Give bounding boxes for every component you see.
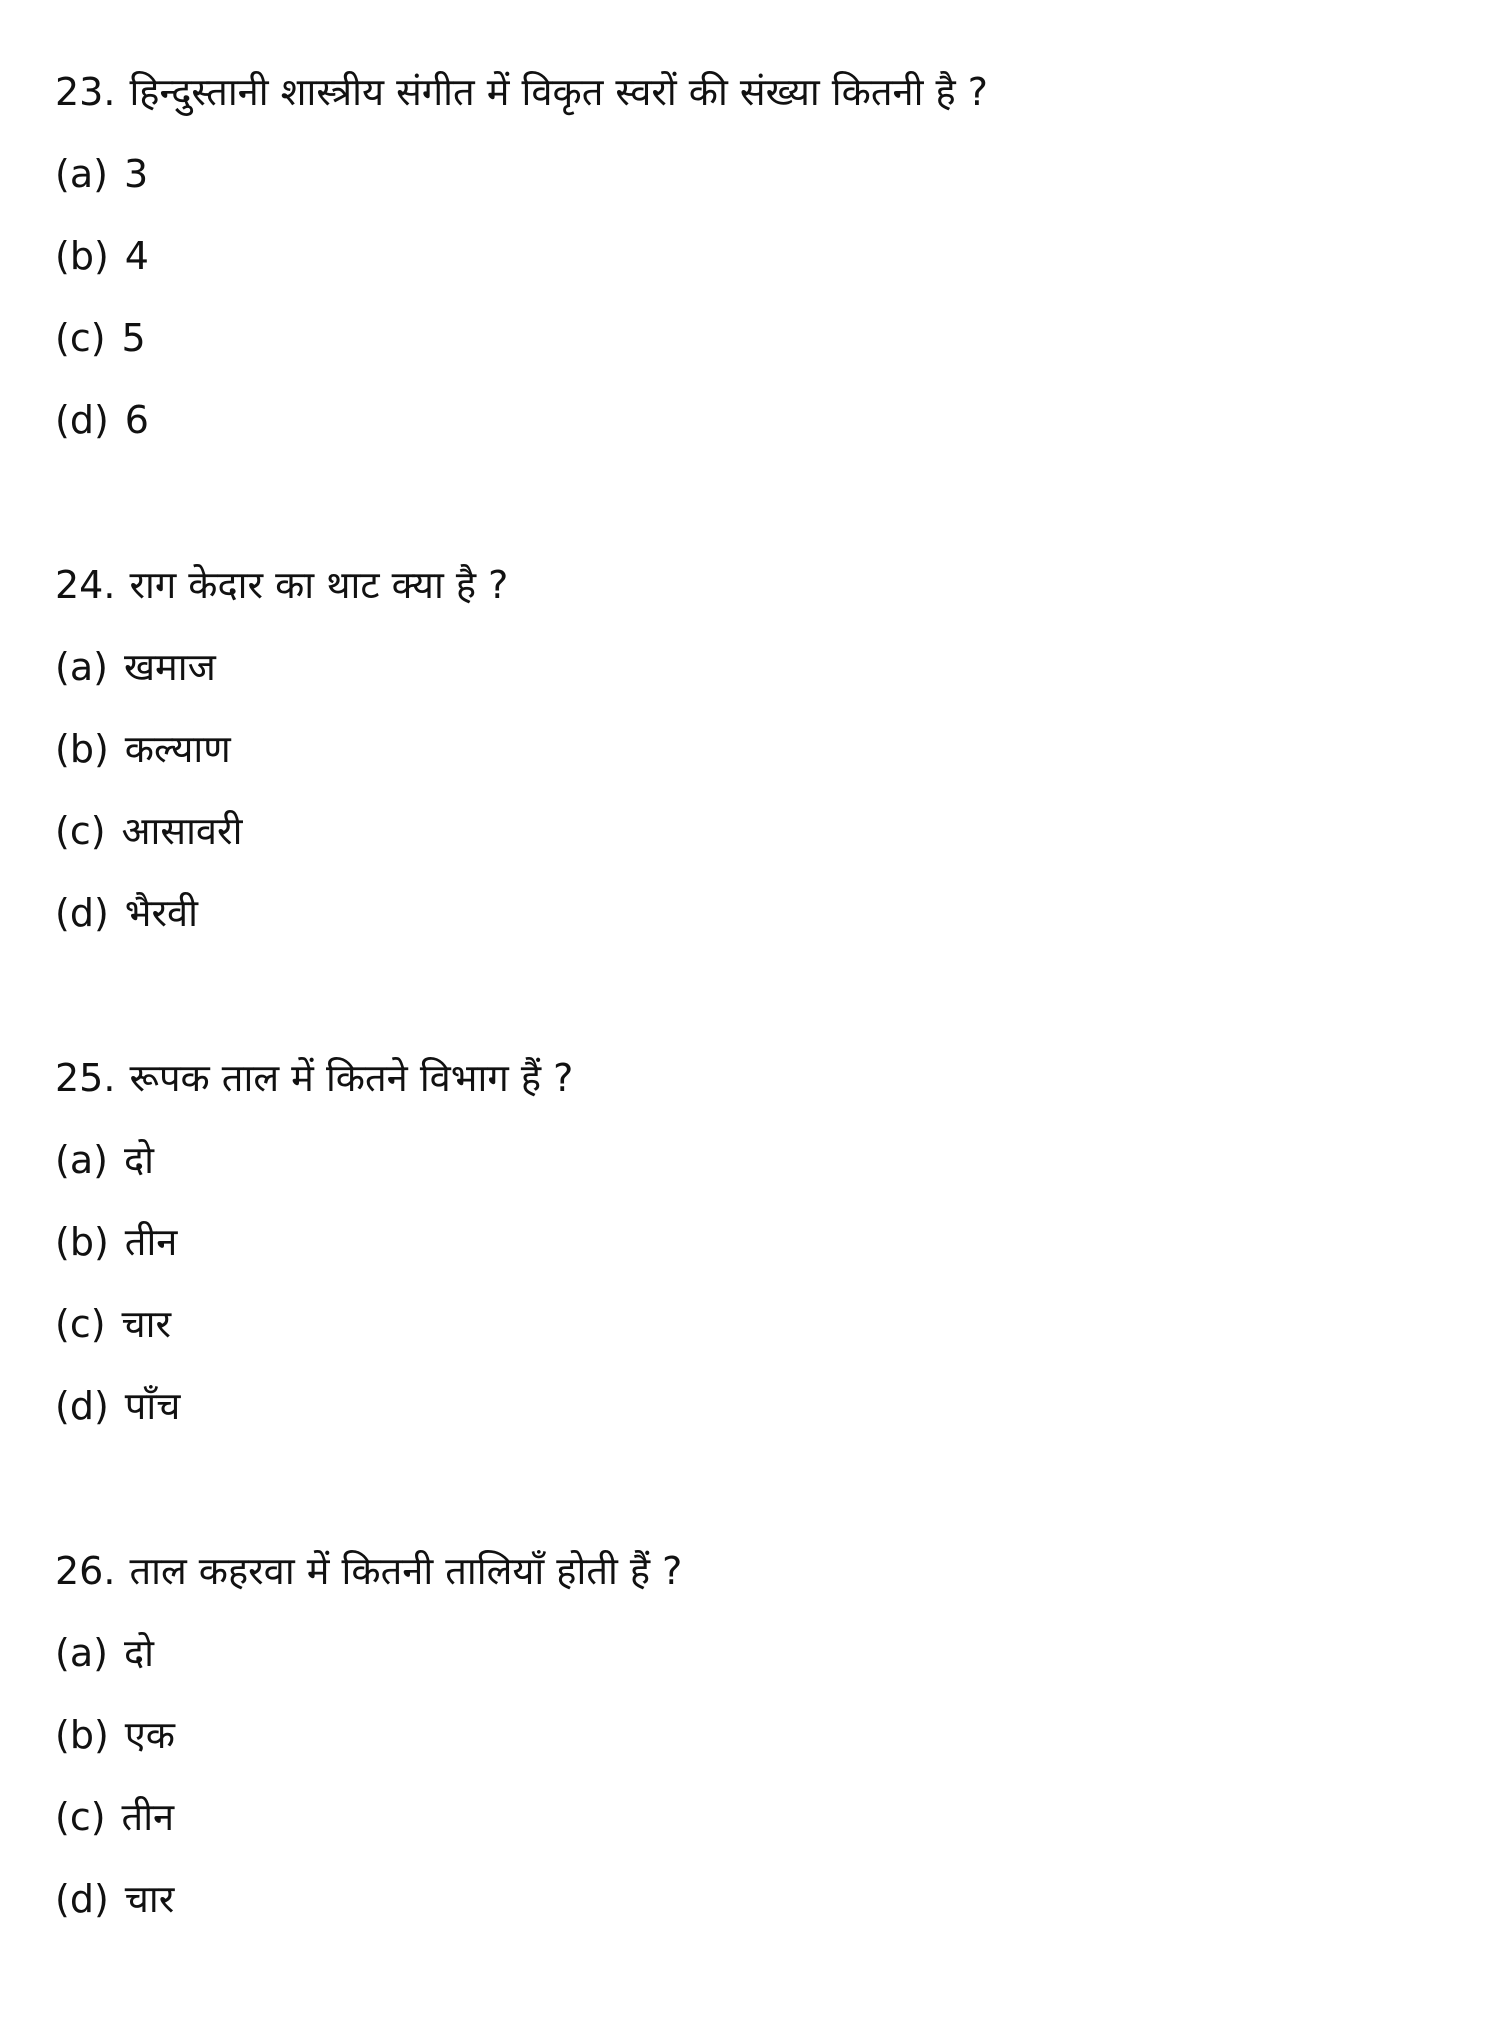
option-text: आसावरी	[121, 809, 243, 853]
option-label: (b)	[55, 1713, 109, 1757]
option-b	[55, 232, 1455, 280]
option-text: दो	[123, 1631, 154, 1675]
question-text: ताल कहरवा में कितनी तालियाँ होती हैं ?	[129, 1549, 683, 1593]
option-text: एक	[124, 1713, 175, 1757]
question-text-line	[55, 68, 1455, 116]
option-label: (d)	[55, 1877, 109, 1921]
question-26	[55, 1547, 1455, 2040]
option-d	[55, 396, 1455, 444]
option-label: (c)	[55, 1795, 106, 1839]
question-text-line	[55, 1054, 1455, 1102]
option-text: दो	[123, 1138, 154, 1182]
option-a	[55, 150, 1455, 198]
option-label: (d)	[55, 398, 109, 442]
option-text: खमाज	[123, 645, 216, 689]
question-sheet	[55, 68, 1455, 2040]
option-label: (d)	[55, 891, 109, 935]
option-c	[55, 314, 1455, 362]
option-text: 4	[124, 234, 149, 278]
option-label: (c)	[55, 316, 106, 360]
option-a	[55, 1629, 1455, 1677]
option-text: तीन	[124, 1220, 178, 1264]
option-text: भैरवी	[124, 891, 199, 935]
option-text: 5	[121, 316, 146, 360]
option-text: कल्याण	[124, 727, 231, 771]
option-b	[55, 725, 1455, 773]
question-text-line	[55, 561, 1455, 609]
question-25	[55, 1054, 1455, 1547]
option-text: 3	[123, 152, 149, 196]
question-number: 25.	[55, 1056, 116, 1100]
option-text: 6	[124, 398, 149, 442]
option-label: (b)	[55, 234, 109, 278]
option-d	[55, 1382, 1455, 1430]
option-a	[55, 1136, 1455, 1184]
option-c	[55, 807, 1455, 855]
option-label: (b)	[55, 727, 109, 771]
option-c	[55, 1300, 1455, 1348]
question-24	[55, 561, 1455, 1054]
option-label: (a)	[55, 152, 108, 196]
option-d	[55, 889, 1455, 937]
question-text: राग केदार का थाट क्या है ?	[129, 563, 509, 607]
option-b	[55, 1711, 1455, 1759]
option-label: (a)	[55, 1138, 108, 1182]
option-label: (b)	[55, 1220, 109, 1264]
option-b	[55, 1218, 1455, 1266]
option-a	[55, 643, 1455, 691]
option-label: (c)	[55, 1302, 106, 1346]
option-c	[55, 1793, 1455, 1841]
option-text: पाँच	[124, 1384, 181, 1428]
question-text-line	[55, 1547, 1455, 1595]
option-text: तीन	[121, 1795, 175, 1839]
option-text: चार	[124, 1877, 175, 1921]
question-23	[55, 68, 1455, 561]
option-text: चार	[121, 1302, 172, 1346]
question-number: 24.	[55, 563, 116, 607]
option-label: (c)	[55, 809, 106, 853]
option-label: (a)	[55, 645, 108, 689]
option-label: (d)	[55, 1384, 109, 1428]
question-text: रूपक ताल में कितने विभाग हैं ?	[129, 1056, 574, 1100]
question-number: 23.	[55, 70, 116, 114]
option-d	[55, 1875, 1455, 1923]
option-label: (a)	[55, 1631, 108, 1675]
question-number: 26.	[55, 1549, 116, 1593]
question-text: हिन्दुस्तानी शास्त्रीय संगीत में विकृत स्वरों की संख्या कितनी है ?	[129, 70, 988, 114]
